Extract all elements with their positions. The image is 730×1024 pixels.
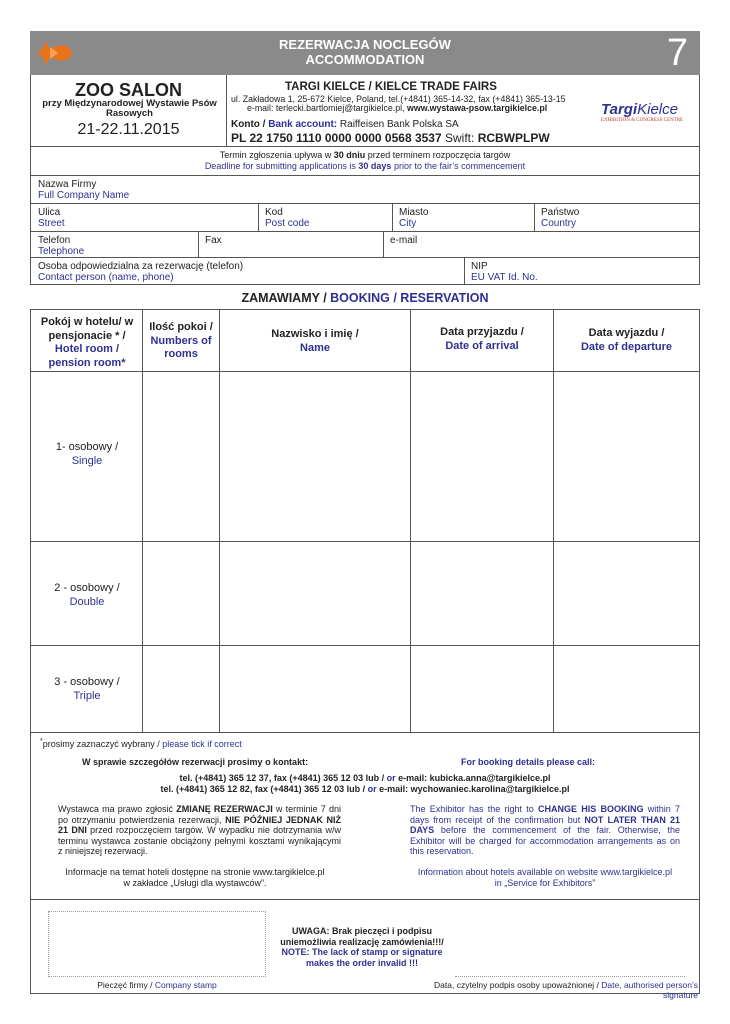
terms-pl	[58, 804, 341, 857]
country-field[interactable]	[534, 203, 700, 232]
country-label-pl: Państwo	[541, 207, 580, 218]
title-pl: REZERWACJA NOCLEGÓW	[279, 37, 451, 52]
phone-label-pl: Telefon	[38, 235, 71, 246]
deadline-en-post: prior to the fair’s commencement	[391, 161, 526, 171]
terms-pl-2: ZMIANĘ REZERWACJI	[176, 804, 273, 814]
terms-pl-5: przed rozpoczęciem targów. W wypadku nie dotrzymania w/w terminu wystawca zostanie obciążony pełnymi kosztami wynikającymi z niniejszej rezerwacji.	[58, 825, 342, 856]
stamp-caption	[48, 980, 266, 990]
terms-en-4: NOT LATER THAN 21 DAYS	[410, 814, 681, 835]
table-divider	[142, 310, 143, 732]
terms-pl-1: Wystawca ma prawo zgłosić	[58, 804, 177, 814]
terms-en-2: CHANGE HIS BOOKING	[538, 804, 644, 814]
contact-line1-a: tel. (+4841) 365 12 37, fax (+4841) 365 12 03 lub /	[179, 773, 387, 783]
deadline-pl	[31, 150, 699, 161]
terms-pl-4: NIE PÓŹNIEJ JEDNAK NIŻ 21 DNI	[58, 814, 341, 835]
contact-label-pl: Osoba odpowiedzialna za rezerwację (telefon)	[38, 261, 244, 272]
bank-label-pl: Konto /	[231, 119, 266, 130]
warning-en-1: NOTE: The lack of stamp or signature	[281, 947, 443, 957]
organizer-name: TARGI KIELCE / KIELCE TRADE FAIRS	[285, 81, 497, 93]
col-header-name	[220, 328, 410, 355]
signature-caption-pl: Data, czytelny podpis osoby upoważnionej /	[434, 980, 602, 990]
table-divider	[219, 310, 220, 732]
bank-line	[231, 119, 459, 130]
country-label-en: Country	[541, 218, 577, 229]
street-label-en: Street	[38, 218, 65, 229]
terms-en-5: before the commencement of the fair. Otherwise, the Exhibitor will be charged for accommodation arrangements as on this reservation.	[410, 825, 680, 856]
col-header-room-count	[143, 321, 219, 362]
contact-title-en: For booking details please call:	[461, 757, 596, 767]
postcode-label-en: Post code	[265, 218, 310, 229]
terms-pl-3: w terminie 7 dni po otrzymaniu potwierdzenia rezerwacji,	[58, 804, 342, 825]
contact-line2-a: tel. (+4841) 365 12 82, fax (+4841) 365 12 03 lub /	[160, 784, 368, 794]
company-stamp-area[interactable]	[48, 911, 266, 977]
organizer-contact	[247, 103, 547, 113]
col3-en: Name	[300, 341, 330, 354]
row-double-pl: 2 - osobowy /	[54, 582, 120, 594]
page-title	[240, 37, 490, 67]
col5-pl: Data wyjazdu /	[588, 327, 665, 339]
terms-en-3: within 7 days from receipt of the confirmation but	[410, 804, 680, 825]
hotels-info-en	[385, 867, 705, 889]
room-type-double[interactable]	[33, 581, 141, 609]
logo-tagline: EXHIBITION & CONGRESS CENTRE	[601, 118, 684, 123]
title-en: ACCOMMODATION	[305, 52, 425, 67]
account-number: PL 22 1750 1110 0000 0000 0568 3537	[231, 131, 442, 145]
account-line	[231, 131, 550, 145]
room-type-single[interactable]	[33, 440, 141, 468]
deadline-pl-bold: 30 dniu	[333, 150, 366, 160]
warning-pl-2: uniemożliwia realizację zamówienia!!!/	[280, 936, 444, 947]
col1-en: Hotel room / pension room*	[48, 343, 126, 369]
contact-line1-or: or	[386, 773, 396, 783]
city-label-pl: Miasto	[399, 207, 429, 218]
contact-title-pl: W sprawie szczegółów rezerwacji prosimy o kontakt:	[82, 757, 309, 767]
swift-label: Swift:	[445, 131, 475, 145]
event-dates: 21-22.11.2015	[77, 121, 180, 138]
deadline-en-pre: Deadline for submitting applications is	[204, 161, 359, 171]
hotels-en-1: Information about hotels available on website www.targikielce.pl	[417, 867, 673, 877]
row-single-pl: 1- osobowy /	[55, 441, 119, 453]
phone-field[interactable]	[30, 231, 199, 258]
deadline-pl-pre: Termin zgłoszenia upływa w	[219, 150, 334, 160]
organizer-address: ul. Zakładowa 1, 25-672 Kielce, Poland, tel.(+4841) 365-14-32, fax (+4841) 365-13-15	[231, 94, 566, 104]
stamp-caption-pl: Pieczęć firmy /	[97, 980, 155, 990]
footnote-pl: prosimy zaznaczyć wybrany /	[42, 739, 163, 749]
booking-title-pl: ZAMAWIAMY /	[241, 291, 327, 305]
col2-pl: Ilość pokoi /	[149, 321, 213, 333]
company-label-pl: Nazwa Firmy	[38, 179, 97, 190]
warning-pl-1: UWAGA: Brak pieczęci i podpisu	[291, 926, 433, 936]
contact-person-field[interactable]	[30, 257, 465, 285]
fax-label: Fax	[205, 235, 222, 246]
postcode-field[interactable]	[258, 203, 393, 232]
street-label-pl: Ulica	[38, 207, 61, 218]
company-label-en: Full Company Name	[38, 190, 130, 201]
terms-en	[410, 804, 680, 857]
col5-en: Date of departure	[580, 340, 673, 353]
hotels-info-pl	[40, 867, 350, 889]
nip-label-pl: NIP	[471, 261, 488, 272]
table-divider	[31, 371, 699, 372]
deadline-pl-post: przed terminem rozpoczęcia targów	[365, 150, 511, 160]
fish-logo-icon	[36, 37, 74, 69]
bank-label-en: Bank account:	[268, 119, 338, 130]
booking-title	[30, 291, 700, 305]
terms-en-1: The Exhibitor has the right to	[410, 804, 538, 814]
organizer-email: e-mail: terlecki.bartlomiej@targikielce.pl,	[247, 103, 405, 113]
company-name-field[interactable]	[30, 175, 700, 204]
nip-field[interactable]	[464, 257, 700, 285]
col-header-departure	[554, 327, 699, 354]
event-subtitle: przy Międzynarodowej Wystawie Psów Rasowych	[42, 98, 217, 119]
stamp-caption-en: Company stamp	[154, 980, 217, 990]
contact-line-2	[30, 784, 700, 794]
col-header-arrival	[411, 326, 553, 353]
event-box	[30, 75, 227, 147]
street-field[interactable]	[30, 203, 259, 232]
organizer-box	[226, 75, 700, 147]
email-field[interactable]	[383, 231, 700, 258]
hotels-pl-1: Informacje na temat hoteli dostępne na stronie www.targikielce.pl	[65, 867, 325, 877]
col2-en: Numbers of rooms	[150, 334, 212, 360]
deadline-notice	[30, 147, 700, 176]
row-double-en: Double	[69, 596, 105, 608]
row-single-en: Single	[71, 455, 103, 467]
signature-caption-en: Date, authorised person’s signature	[601, 980, 698, 1000]
col4-en: Date of arrival	[445, 339, 519, 352]
footnote	[40, 738, 242, 749]
city-field[interactable]	[392, 203, 535, 232]
warning-notice	[262, 926, 462, 968]
email-label: e-mail	[390, 235, 418, 246]
warning-en-2: makes the order invalid !!!	[305, 957, 419, 968]
hotels-pl-2: w zakładce „Usługi dla wystawców”.	[123, 878, 267, 888]
logo-kielce: Kielce	[637, 101, 678, 118]
row-triple-en: Triple	[73, 690, 101, 702]
targi-kielce-logo	[601, 101, 697, 123]
bank-name: Raiffeisen Bank Polska SA	[339, 119, 459, 130]
table-divider	[553, 310, 554, 732]
booking-table	[30, 309, 700, 733]
city-label-en: City	[399, 218, 417, 229]
col4-pl: Data przyjazdu /	[440, 326, 524, 338]
table-divider	[410, 310, 411, 732]
booking-title-en: BOOKING / RESERVATION	[330, 291, 489, 305]
swift-code: RCBWPLPW	[477, 131, 550, 145]
form-number: 7	[666, 32, 688, 74]
logo-targi: Targi	[601, 101, 638, 118]
organizer-website[interactable]: www.wystawa-psow.targikielce.pl	[407, 103, 548, 113]
room-type-triple[interactable]	[33, 675, 141, 703]
hotels-en-2: in „Service for Exhibitors”	[494, 878, 596, 888]
signature-area[interactable]	[455, 911, 685, 977]
row-triple-pl: 3 - osobowy /	[54, 676, 120, 688]
postcode-label-pl: Kod	[265, 207, 283, 218]
col-header-room-type	[33, 316, 141, 370]
footnote-en: please tick if correct	[162, 739, 242, 749]
contact-line2-email: e-mail: wychowaniec.karolina@targikielce.pl	[376, 784, 570, 794]
footnote-star: *	[40, 738, 43, 745]
phone-label-en: Telephone	[38, 246, 85, 257]
contact-label-en: Contact person (name, phone)	[38, 272, 174, 283]
event-name: ZOO SALON	[75, 80, 182, 100]
contact-line2-or: or	[367, 784, 377, 794]
contact-line-1	[30, 773, 700, 783]
nip-label-en: EU VAT Id. No.	[471, 272, 538, 283]
fax-field[interactable]	[198, 231, 384, 258]
table-divider	[31, 541, 699, 542]
signature-caption	[398, 980, 698, 1000]
col1-pl: Pokój w hotelu/ w pensjonacie * /	[40, 316, 134, 342]
col3-pl: Nazwisko i imię /	[271, 328, 359, 340]
contact-line1-email: e-mail: kubicka.anna@targikielce.pl	[395, 773, 551, 783]
table-divider	[31, 645, 699, 646]
deadline-en-bold: 30 days	[358, 161, 392, 171]
header-bar	[30, 31, 700, 75]
deadline-en	[31, 161, 699, 172]
